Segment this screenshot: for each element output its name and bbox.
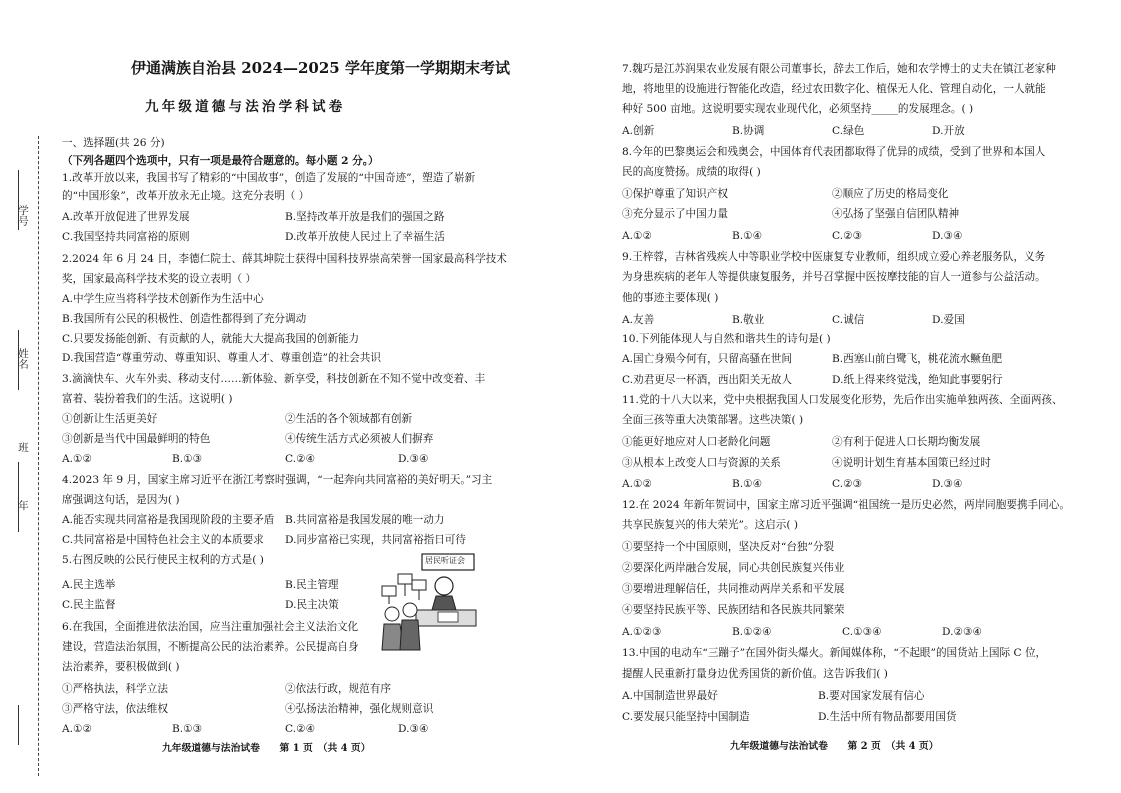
- q3-item-4: ④传统生活方式必须被人们摒弃: [285, 433, 434, 445]
- q8-item-1: ①保护尊重了知识产权: [622, 188, 728, 200]
- q12-option-c[interactable]: C.①③④: [842, 626, 882, 638]
- q8-option-b[interactable]: B.①④: [732, 230, 763, 242]
- q12-option-a[interactable]: A.①②③: [622, 626, 662, 638]
- exam-subtitle: 九年级道德与法治学科试卷: [145, 99, 346, 115]
- q11-option-b[interactable]: B.①④: [732, 478, 763, 490]
- q2-option-a[interactable]: A.中学生应当将科学技术创新作为生活中心: [62, 293, 264, 305]
- q8-option-c[interactable]: C.②③: [832, 230, 863, 242]
- q3-option-a[interactable]: A.①②: [62, 453, 93, 465]
- q10-option-d[interactable]: D.纸上得来终觉浅，绝知此事要躬行: [832, 374, 1003, 386]
- q2-option-b[interactable]: B.我国所有公民的积极性、创造性都得到了充分调动: [62, 313, 307, 325]
- q6-item-3: ③严格守法，依法维权: [62, 703, 168, 715]
- q2-option-c[interactable]: C.只要发扬能创新、有贡献的人，就能大大提高我国的创新能力: [62, 333, 360, 345]
- q7-option-d[interactable]: D.开放: [932, 125, 965, 137]
- q9-option-b[interactable]: B.敬业: [732, 314, 765, 326]
- instruction: （下列各题四个选项中，只有一项是最符合题意的。每小题 2 分。）: [62, 155, 379, 167]
- q4-stem-2: 席强调这句话，是因为( ): [62, 494, 180, 506]
- seat-underline: [18, 705, 19, 745]
- q12-item-4: ④要坚持民族平等、民族团结和各民族共同繁荣: [622, 604, 845, 616]
- q13-option-b[interactable]: B.要对国家发展有信心: [818, 690, 925, 702]
- q11-option-c[interactable]: C.②③: [832, 478, 863, 490]
- q6-stem-2: 建设，营造法治氛围，不断提高公民的法治素养。公民提高自身: [62, 641, 359, 653]
- q6-item-1: ①严格执法，科学立法: [62, 683, 168, 695]
- q7-stem-2: 地，将地里的设施进行智能化改造，经过农田数字化、植保无人化、管理自动化，一人就能: [622, 83, 1046, 95]
- q12-item-3: ③要增进理解信任，共同推动两岸关系和平发展: [622, 583, 845, 595]
- q8-option-d[interactable]: D.③④: [932, 230, 963, 242]
- exam-title: 伊通满族自治县 2024—2025 学年度第一学期期末考试: [131, 59, 510, 77]
- q11-option-a[interactable]: A.①②: [622, 478, 653, 490]
- q3-stem-2: 富着、装扮着我们的生活。这说明( ): [62, 393, 233, 405]
- q10-stem: 10.下列能体现人与自然和谐共生的诗句是( ): [622, 333, 831, 345]
- q11-item-1: ①能更好地应对人口老龄化问题: [622, 436, 771, 448]
- class-label: 班: [17, 442, 29, 453]
- q11-item-4: ④说明计划生育基本国策已经过时: [832, 457, 991, 469]
- binding-line: [38, 136, 39, 776]
- q3-item-2: ②生活的各个领域都有创新: [285, 413, 413, 425]
- hearing-cartoon: [378, 552, 478, 652]
- q8-stem-2: 民的高度赞扬。成绩的取得( ): [622, 166, 761, 178]
- student-no-label: 学号: [17, 205, 29, 226]
- page-footer-right: 九年级道德与法治试卷 第 2 页 （共 4 页）: [730, 741, 939, 752]
- q7-option-c[interactable]: C.绿色: [832, 125, 865, 137]
- q6-item-2: ②依法行政，规范有序: [285, 683, 391, 695]
- q4-option-a[interactable]: A.能否实现共同富裕是我国现阶段的主要矛盾: [62, 514, 275, 526]
- q10-option-c[interactable]: C.劝君更尽一杯酒，西出阳关无故人: [622, 374, 793, 386]
- q9-stem-3: 他的事迹主要体现( ): [622, 292, 719, 304]
- q11-option-d[interactable]: D.③④: [932, 478, 963, 490]
- q11-stem-2: 全面三孩等重大决策部署。这些决策( ): [622, 414, 804, 426]
- name-label: 姓名: [17, 348, 29, 369]
- q11-stem-1: 11.党的十八大以来，党中央根据我国人口发展变化形势，先后作出实施单独两孩、全面两孩、: [622, 394, 1063, 406]
- q5-option-b[interactable]: B.民主管理: [285, 579, 339, 591]
- hearing-sign: 居民听证会: [425, 556, 465, 565]
- q9-stem-1: 9.王梓蓉，吉林省残疾人中等职业学校中医康复专业教师，组织成立爱心养老服务队，义务: [622, 251, 1046, 263]
- q9-stem-2: 为身患疾病的老年人等提供康复服务，并号召掌握中医按摩技能的盲人一道参与公益活动。: [622, 271, 1046, 283]
- q5-option-d[interactable]: D.民主决策: [285, 599, 339, 611]
- q6-item-4: ④弘扬法治精神，强化规则意识: [285, 703, 434, 715]
- q12-option-b[interactable]: B.①②④: [732, 626, 772, 638]
- q10-option-b[interactable]: B.西塞山前白鹭飞，桃花流水鳜鱼肥: [832, 353, 1003, 365]
- q11-item-2: ②有利于促进人口长期均衡发展: [832, 436, 981, 448]
- grade-underline: [18, 462, 19, 532]
- q5-option-a[interactable]: A.民主选举: [62, 579, 116, 591]
- q11-item-3: ③从根本上改变人口与资源的关系: [622, 457, 781, 469]
- q7-option-a[interactable]: A.创新: [622, 125, 655, 137]
- q9-option-a[interactable]: A.友善: [622, 314, 655, 326]
- hearing-cartoon-drawing: [378, 552, 478, 652]
- q13-option-a[interactable]: A.中国制造世界最好: [622, 690, 718, 702]
- q3-option-c[interactable]: C.②④: [285, 453, 316, 465]
- q8-item-4: ④弘扬了坚强自信团队精神: [832, 208, 960, 220]
- q1-stem-2: 的“中国形象”，改革开放永无止境。这充分表明（ ）: [62, 190, 310, 202]
- q13-option-d[interactable]: D.生活中所有物品都要用国货: [818, 711, 957, 723]
- q13-stem-1: 13.中国的电动车“三蹦子”在国外街头爆火。新闻媒体称，“不起眼”的国货站上国际 C 位，: [622, 647, 1047, 659]
- q3-item-3: ③创新是当代中国最鲜明的特色: [62, 433, 211, 445]
- q8-stem-1: 8.今年的巴黎奥运会和残奥会，中国体育代表团都取得了优异的成绩，受到了世界和本国人: [622, 146, 1046, 158]
- q7-option-b[interactable]: B.协调: [732, 125, 765, 137]
- q3-option-b[interactable]: B.①③: [172, 453, 203, 465]
- q1-option-d[interactable]: D.改革开放使人民过上了幸福生活: [285, 231, 445, 243]
- q4-option-c[interactable]: C.共同富裕是中国特色社会主义的本质要求: [62, 534, 264, 546]
- grade-label: 年: [17, 500, 29, 511]
- q12-item-1: ①要坚持一个中国原则，坚决反对“台独”分裂: [622, 541, 835, 553]
- q4-option-b[interactable]: B.共同富裕是我国发展的唯一动力: [285, 514, 445, 526]
- q13-option-c[interactable]: C.要发展只能坚持中国制造: [622, 711, 750, 723]
- q7-stem-1: 7.魏巧是江苏润果农业发展有限公司董事长，辞去工作后，她和农学博士的丈夫在镇江老家种: [622, 63, 1056, 75]
- page-footer-left: 九年级道德与法治试卷 第 1 页 （共 4 页）: [162, 743, 371, 754]
- q9-option-c[interactable]: C.诚信: [832, 314, 865, 326]
- q6-option-b[interactable]: B.①③: [172, 723, 203, 735]
- q6-option-d[interactable]: D.③④: [398, 723, 429, 735]
- q12-item-2: ②要深化两岸融合发展，同心共创民族复兴伟业: [622, 562, 845, 574]
- q8-option-a[interactable]: A.①②: [622, 230, 653, 242]
- q6-option-c[interactable]: C.②④: [285, 723, 316, 735]
- q12-stem-1: 12.在 2024 年新年贺词中，国家主席习近平强调“祖国统一是历史必然，两岸同胞要携手同心。: [622, 499, 1070, 511]
- q12-stem-2: 共享民族复兴的伟大荣光”。这启示( ): [622, 519, 798, 531]
- q4-stem-1: 4.2023 年 9 月，国家主席习近平在浙江考察时强调，“一起奔向共同富裕的美好明天。”习主: [62, 474, 493, 486]
- q8-item-3: ③充分显示了中国力量: [622, 208, 728, 220]
- q4-option-d[interactable]: D.同步富裕已实现，共同富裕指日可待: [285, 534, 466, 546]
- q2-option-d[interactable]: D.我国营造“尊重劳动、尊重知识、尊重人才、尊重创造”的社会共识: [62, 352, 381, 364]
- q1-option-c[interactable]: C.我国坚持共同富裕的原则: [62, 231, 190, 243]
- q13-stem-2: 提醒人民重新打量身边优秀国货的新价值。这告诉我们( ): [622, 668, 888, 680]
- q7-stem-3: 种好 500 亩地。这说明要实现农业现代化，必须坚持_____的发展理念。( ): [622, 103, 974, 115]
- q1-option-a[interactable]: A.改革开放促进了世界发展: [62, 211, 190, 223]
- q9-option-d[interactable]: D.爱国: [932, 314, 965, 326]
- q6-option-a[interactable]: A.①②: [62, 723, 93, 735]
- q10-option-a[interactable]: A.国亡身殒今何有，只留高骚在世间: [622, 353, 792, 365]
- q6-stem-3: 法治素养，要积极做到( ): [62, 661, 180, 673]
- q2-stem-2: 奖，国家最高科学技术奖的设立表明（ ）: [62, 273, 257, 285]
- q1-option-b[interactable]: B.坚持改革开放是我们的强国之路: [285, 211, 445, 223]
- q8-item-2: ②顺应了历史的格局变化: [832, 188, 949, 200]
- section-title: 一、选择题(共 26 分): [62, 137, 165, 149]
- q5-option-c[interactable]: C.民主监督: [62, 599, 116, 611]
- q1-stem-1: 1.改革开放以来，我国书写了精彩的“中国故事”，创造了发展的“中国奇迹”，塑造了崭新: [62, 172, 476, 184]
- q2-stem-1: 2.2024 年 6 月 24 日，李德仁院士、薛其坤院士获得中国科技界崇高荣誉一国家最高科学技术: [62, 253, 507, 265]
- q5-stem: 5.右图反映的公民行使民主权利的方式是( ): [62, 554, 264, 566]
- q12-option-d[interactable]: D.②③④: [942, 626, 982, 638]
- q3-stem-1: 3.滴滴快车、火车外卖、移动支付……新体验、新享受，科技创新在不知不觉中改变着、丰: [62, 373, 486, 385]
- q3-item-1: ①创新让生活更美好: [62, 413, 158, 425]
- q6-stem-1: 6.在我国，全面推进依法治国，应当注重加强社会主义法治文化: [62, 621, 359, 633]
- q3-option-d[interactable]: D.③④: [398, 453, 429, 465]
